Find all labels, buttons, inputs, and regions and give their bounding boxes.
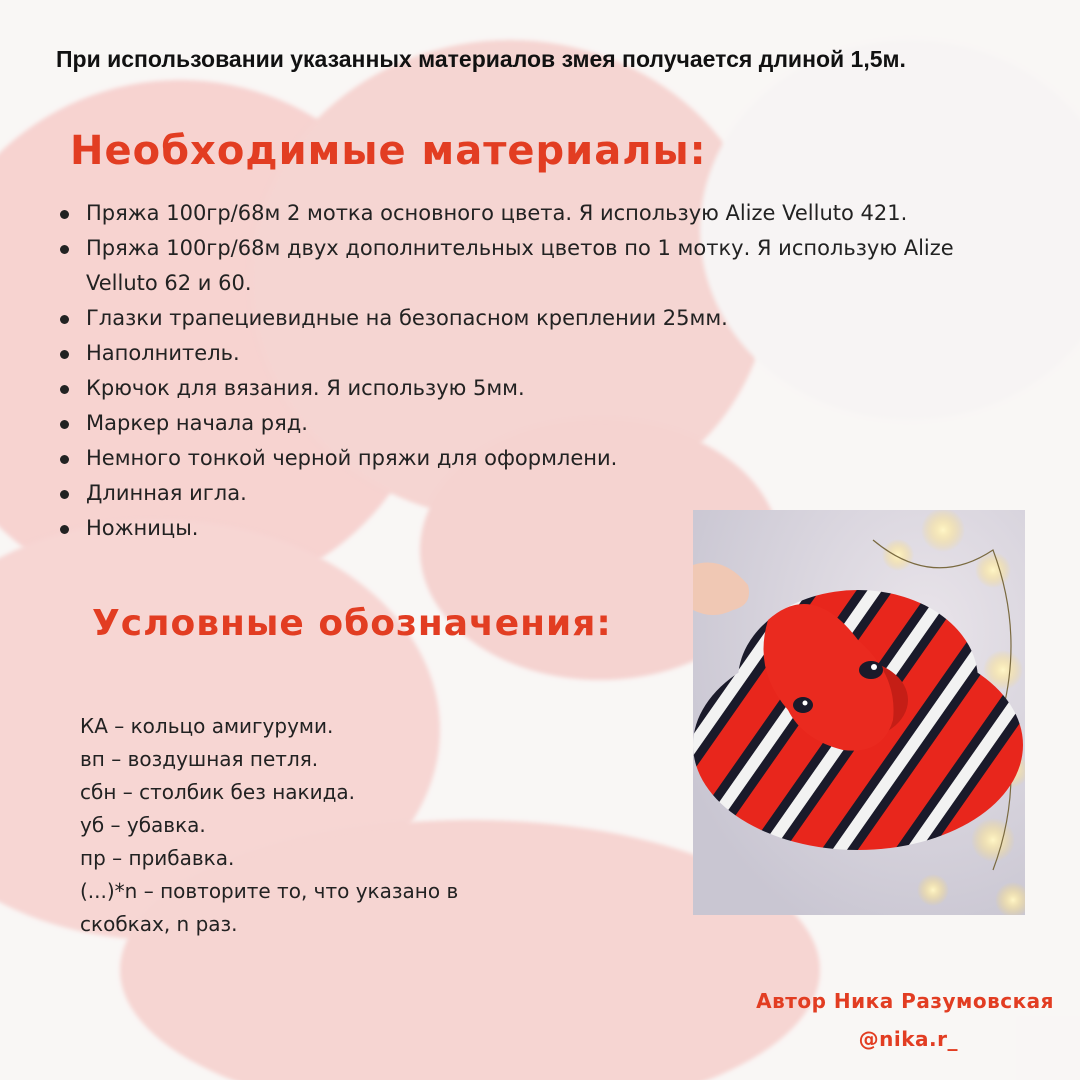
list-item-text: Длинная игла. (86, 481, 247, 505)
bullet-icon (60, 455, 69, 464)
list-item-text: Пряжа 100гр/68м 2 мотка основного цвета. Я использую Alize Velluto 421. (86, 201, 908, 225)
list-item-text: Наполнитель. (86, 341, 240, 365)
list-item-text: Немного тонкой черной пряжи для оформлени. (86, 446, 618, 470)
legend-item: пр – прибавка. (80, 846, 235, 870)
author-name: Автор Ника Разумовская (756, 989, 1054, 1013)
list-item (56, 441, 1016, 476)
list-item (56, 231, 1016, 301)
legend-item: КА – кольцо амигуруми. (80, 714, 334, 738)
bullet-icon (60, 525, 69, 534)
bullet-icon (60, 245, 69, 254)
materials-list (56, 196, 1016, 546)
legend-title: Условные обозначения: (92, 603, 612, 644)
legend-item: вп – воздушная петля. (80, 747, 319, 771)
bullet-icon (60, 420, 69, 429)
list-item (56, 196, 1016, 231)
legend-list (80, 710, 520, 941)
intro-text: При использовании указанных материалов змея получается длиной 1,5м. (56, 46, 906, 72)
author-signature (756, 982, 1054, 1058)
materials-title: Необходимые материалы: (70, 128, 707, 174)
list-item (56, 406, 1016, 441)
legend-item: сбн – столбик без накида. (80, 780, 356, 804)
list-item (56, 301, 1016, 336)
legend-item: (...)*n – повторите то, что указано в скобках, n раз. (80, 879, 459, 936)
list-item (56, 371, 1016, 406)
snake-illustration (693, 510, 1025, 915)
bullet-icon (60, 350, 69, 359)
list-item-text: Глазки трапециевидные на безопасном креплении 25мм. (86, 306, 728, 330)
snake-toy-photo (693, 510, 1025, 915)
list-item (56, 336, 1016, 371)
bullet-icon (60, 490, 69, 499)
list-item (56, 476, 1016, 511)
author-handle: @nika.r_ (858, 1027, 958, 1051)
bullet-icon (60, 210, 69, 219)
list-item-text: Крючок для вязания. Я использую 5мм. (86, 376, 525, 400)
bullet-icon (60, 315, 69, 324)
bullet-icon (60, 385, 69, 394)
list-item-text: Ножницы. (86, 516, 199, 540)
legend-item: уб – убавка. (80, 813, 206, 837)
list-item-text: Пряжа 100гр/68м двух дополнительных цветов по 1 мотку. Я использую Alize Velluto 62 и 60. (86, 236, 954, 295)
list-item-text: Маркер начала ряд. (86, 411, 308, 435)
